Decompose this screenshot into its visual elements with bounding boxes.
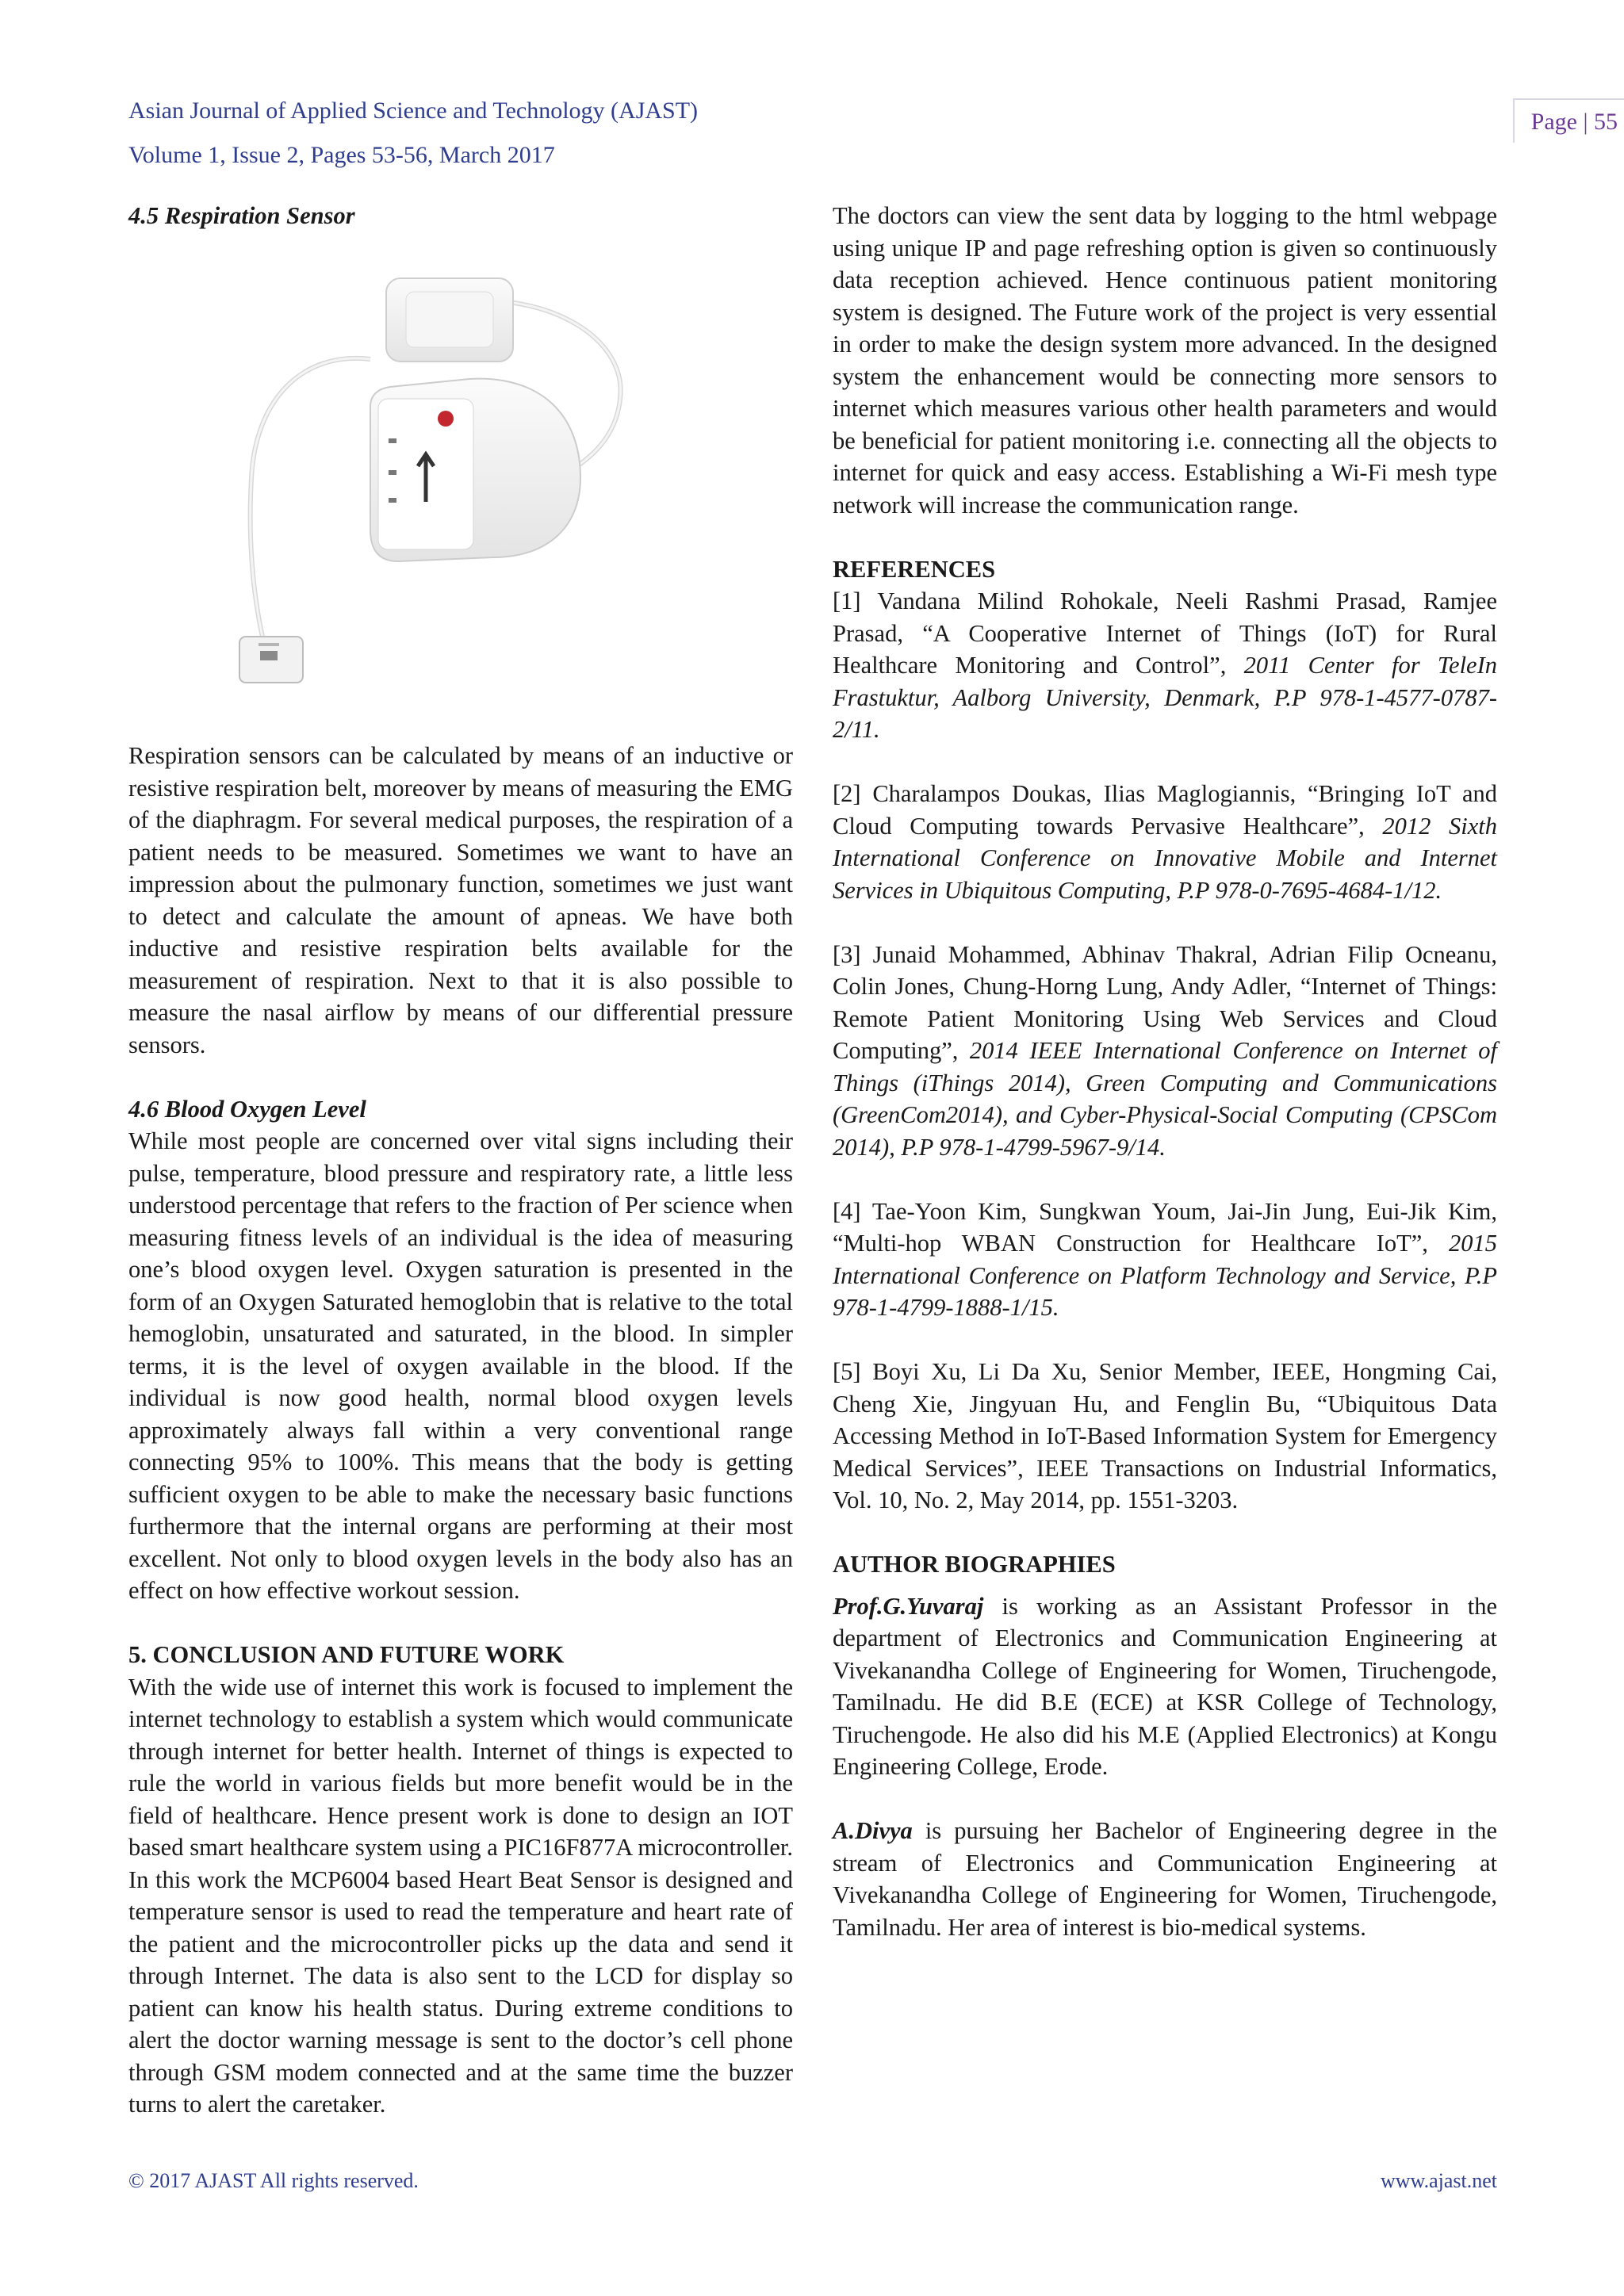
section-4-5-text: Respiration sensors can be calculated by means of an inductive or resistive respiration belt, moreover by means of measuring the EMG of the diaphragm. For several medical purposes, the respiration of a patient needs to be measured. Sometimes we want to have an impression about the pulmonary function, sometimes we just want to detect and calculate the amount of apneas. We have both inductive and resistive respiration belts available for the measurement of respiration. Next to that it is also possible to measure the nasal airflow by means of our differential pressure sensors. (128, 742, 793, 1058)
references-title: REFERENCES (833, 555, 996, 583)
section-4-6-text: While most people are concerned over vital signs including their pulse, temperature, blood pressure and respiratory rate, a little less understood percentage that refers to the fraction of Per science when measuring fitness levels of an individual is the idea of measuring one’s blood oxygen level. Oxygen saturation is presented in the form of an Oxygen Saturated hemoglobin that is relative to the total hemoglobin, unsaturated and saturated, in the blood. In simpler terms, it is the level of oxygen available in the blood. If the individual is now good health, normal blood oxygen levels approximately always fall within a very conventional range connecting 95% to 100%. This means that the body is getting sufficient oxygen to be able to make the necessary basic functions furthermore that the internal organs are performing at their most excellent. Not only to blood oxygen levels in the body also has an effect on how effective workout session. (128, 1127, 793, 1604)
conclusion-continued-text: The doctors can view the sent data by logging to the html webpage using unique IP and page refreshing option is given so continuously data reception achieved. Hence continuous patient monitoring system is designed. The Future work of the project is very essential in order to make the design system more advanced. In the designed system the enhancement would be connecting more sensors to internet which measures various other health parameters and would be beneficial for patient monitoring i.e. connecting all the objects to internet for quick and easy access. Establishing a Wi-Fi mesh type network will increase the communication range. (833, 202, 1497, 519)
respiration-sensor-image (208, 240, 668, 708)
journal-issue: Volume 1, Issue 2, Pages 53-56, March 2017 (128, 142, 555, 168)
page-number: Page | 55 (1513, 98, 1624, 143)
section-5-text: With the wide use of internet this work is focused to implement the internet technology to establish a system which would communicate through internet for better health. Internet of things is expected to rule the world in various fields but more benefit would be in the field of healthcare. Hence present work is done to design an IOT based smart healthcare system using a PIC16F877A microcontroller. In this work the MCP6004 based Heart Beat Sensor is designed and temperature sensor is used to read the temperature and heart rate of the patient and the microcontroller picks up the data and send it through Internet. The data is also sent to the LCD for display so patient can know his health status. During extreme conditions to alert the doctor warning message is sent to the doctor’s cell phone through GSM modem connected and at the same time the buzzer turns to alert the caretaker. (128, 1673, 793, 2118)
author-bio: Prof.G.Yuvaraj is working as an Assistant Professor in the department of Electronics and Communication Engineering at Vivekanandha College of Engineering for Women, Tiruchengode, Tamilnadu. He did B.E (ECE) at KSR College of Technology, Tiruchengode. He also did his M.E (Applied Electronics) at Kongu Engineering College, Erode. (833, 1592, 1497, 1780)
reference-item: [1] Vandana Milind Rohokale, Neeli Rashmi Prasad, Ramjee Prasad, “A Cooperative Internet of Things (IoT) for Rural Healthcare Monitoring and Control”, 2011 Center for TeleIn Frastuktur, Aalborg University, Denmark, P.P 978-1-4577-0787-2/11. (833, 587, 1497, 743)
author-bio: A.Divya is pursuing her Bachelor of Engineering degree in the stream of Electronics and Communication Engineering at Vivekanandha College of Engineering for Women, Tiruchengode, Tamilnadu. Her area of interest is bio-medical systems. (833, 1817, 1497, 1941)
left-column (128, 200, 793, 2121)
reference-item: [2] Charalampos Doukas, Ilias Maglogiannis, “Bringing IoT and Cloud Computing towards Pervasive Healthcare”, 2012 Sixth International Conference on Innovative Mobile and Internet Services in Ubiquitous Computing, P.P 978-0-7695-4684-1/12. (833, 780, 1497, 904)
journal-title: Asian Journal of Applied Science and Technology (AJAST) (128, 98, 699, 124)
respiration-sensor-figure (208, 240, 668, 708)
author-biographies-title: AUTHOR BIOGRAPHIES (833, 1551, 1116, 1578)
reference-item: [4] Tae-Yoon Kim, Sungkwan Youm, Jai-Jin Jung, Eui-Jik Kim, “Multi-hop WBAN Construction for Healthcare IoT”, 2015 International Conference on Platform Technology and Service, P.P 978-1-4799-1888-1/15. (833, 1197, 1497, 1321)
section-4-6-title: 4.6 Blood Oxygen Level (128, 1095, 366, 1123)
footer-copyright: © 2017 AJAST All rights reserved. (128, 2169, 419, 2192)
section-4-5-title: 4.5 Respiration Sensor (128, 202, 355, 229)
reference-item: [3] Junaid Mohammed, Abhinav Thakral, Adrian Filip Ocneanu, Colin Jones, Chung-Horng Lung, Andy Adler, “Internet of Things: Remote Patient Monitoring Using Web Services and Cloud Computing”, 2014 IEEE International Conference on Internet of Things (iThings 2014), Green Computing and Communications (GreenCom2014), and Cyber-Physical-Social Computing (CPSCom 2014), P.P 978-1-4799-5967-9/14. (833, 940, 1497, 1161)
footer-website-link[interactable]: www.ajast.net (1380, 2169, 1497, 2192)
section-5-title: 5. CONCLUSION AND FUTURE WORK (128, 1641, 565, 1668)
journal-header (128, 89, 698, 178)
reference-item: [5] Boyi Xu, Li Da Xu, Senior Member, IEEE, Hongming Cai, Cheng Xie, Jingyuan Hu, and Fenglin Bu, “Ubiquitous Data Accessing Method in IoT-Based Information System for Emergency Medical Services”, IEEE Transactions on Industrial Informatics, Vol. 10, No. 2, May 2014, pp. 1551-3203. (833, 1358, 1497, 1513)
right-column (833, 200, 1497, 1943)
